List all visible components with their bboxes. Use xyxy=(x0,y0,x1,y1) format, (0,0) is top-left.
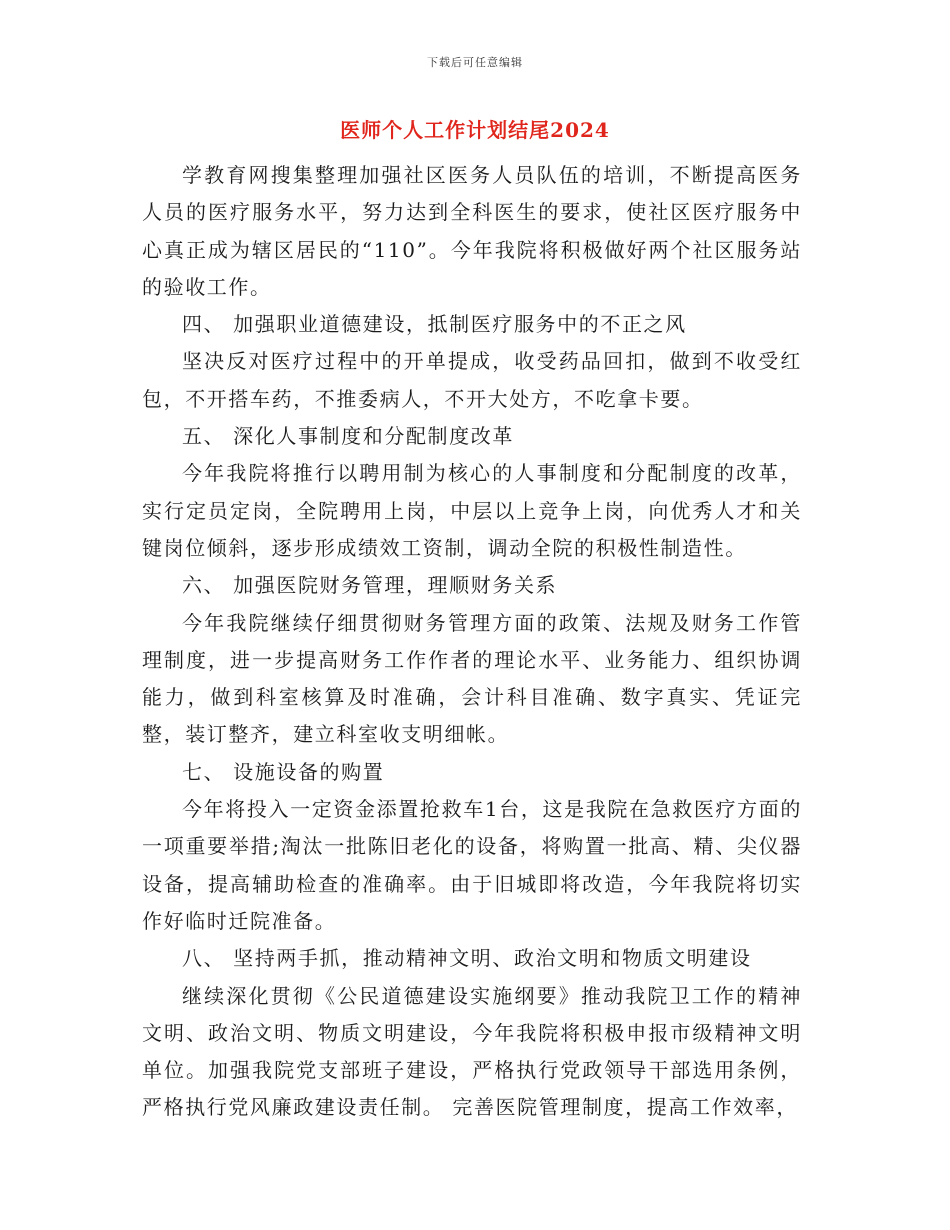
section-heading-5: 五、 深化人事制度和分配制度改革 xyxy=(182,424,514,449)
section-heading-7: 七、 设施设备的购置 xyxy=(182,759,385,784)
paragraph-section-6: 今年我院继续仔细贯彻财务管理方面的政策、法规及财务工作管理制度，进一步提高财务工作作者的理论水平、业务能力、组织协调能力，做到科室核算及时准确，会计科目准确、数字真实、凭证完整，装订整齐，建立科室收支明细帐。 xyxy=(142,610,802,747)
section-heading-6: 六、 加强医院财务管理，理顺财务关系 xyxy=(182,573,558,598)
paragraph-section-7: 今年将投入一定资金添置抢救车1台，这是我院在急救医疗方面的一项重要举措;淘汰一批陈旧老化的设备，将购置一批高、精、尖仪器设备，提高辅助检查的准确率。由于旧城即将改造，今年我院将切实作好临时迁院准备。 xyxy=(142,797,802,933)
paragraph-section-4: 坚决反对医疗过程中的开单提成，收受药品回扣，做到不收受红包，不开搭车药，不推委病人，不开大处方，不吃拿卡要。 xyxy=(142,349,802,411)
paragraph-intro: 学教育网搜集整理加强社区医务人员队伍的培训，不断提高医务人员的医疗服务水平，努力达到全科医生的要求，使社区医疗服务中心真正成为辖区居民的“110”。今年我院将积极做好两个社区服务站的验收工作。 xyxy=(142,163,802,299)
paragraph-section-8: 继续深化贯彻《公民道德建设实施纲要》推动我院卫工作的精神文明、政治文明、物质文明建设，今年我院将积极申报市级精神文明单位。加强我院党支部班子建设，严格执行党政领导干部选用条例，严格执行党风廉政建设责任制。 完善医院管理制度，提高工作效率， xyxy=(142,983,802,1120)
header-note: 下载后可任意编辑 xyxy=(427,56,523,69)
section-heading-4: 四、 加强职业道德建设，抵制医疗服务中的不正之风 xyxy=(182,312,687,337)
paragraph-section-5: 今年我院将推行以聘用制为核心的人事制度和分配制度的改革，实行定员定岗，全院聘用上岗，中层以上竞争上岗，向优秀人才和关键岗位倾斜，逐步形成绩效工资制，调动全院的积极性制造性。 xyxy=(142,461,802,560)
document-title: 医师个人工作计划结尾2024 xyxy=(340,118,610,142)
section-heading-8: 八、 坚持两手抓，推动精神文明、政治文明和物质文明建设 xyxy=(182,946,752,971)
document-body xyxy=(142,157,802,1127)
